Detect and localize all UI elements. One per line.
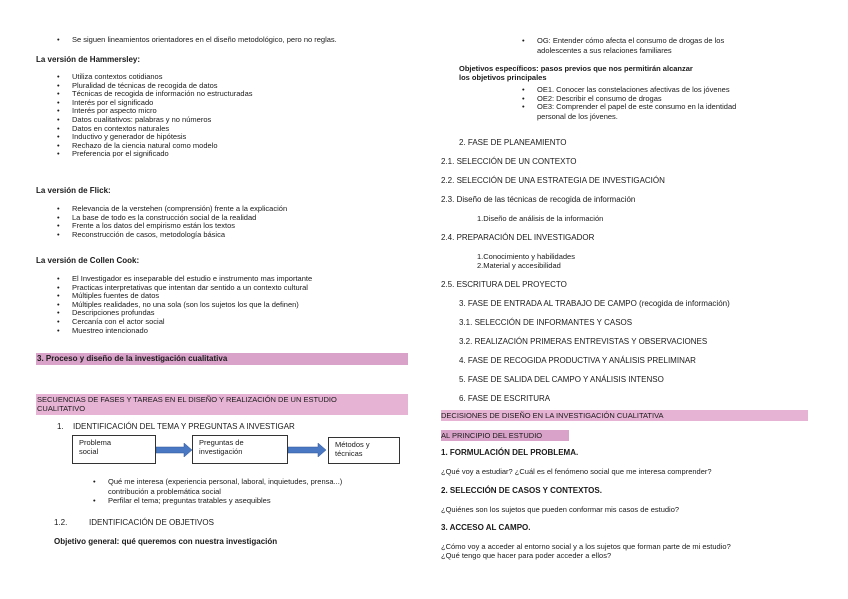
h31-heading: 3.1. SELECCIÓN DE INFORMANTES Y CASOS [459, 318, 633, 327]
item1-number: 1. [57, 422, 64, 431]
og-line2: adolescentes a sus relaciones familiares [537, 46, 672, 55]
list-item: • El Investigador es inseparable del estudio e instrumento mas importante [72, 275, 312, 284]
flow-arrow-2 [288, 443, 326, 457]
list-item: • Se siguen lineamientos orientadores en el diseño metodológico, pero no reglas. [72, 36, 337, 45]
list-item: • Muestreo intencionado [72, 327, 312, 336]
h24-sub2: 2.Material y accesibilidad [477, 261, 561, 270]
objetivo-general: Objetivo general: qué queremos con nuestra investigación [54, 537, 278, 546]
flow-box-problema-line2: social [79, 447, 99, 456]
flow-box-problema-line1: Problema [79, 438, 112, 447]
flow-box-metodos-line1: Métodos y [335, 440, 370, 449]
h3-heading: 3. FASE DE ENTRADA AL TRABAJO DE CAMPO (recogida de información) [459, 299, 730, 308]
cook-list [72, 275, 312, 335]
flow-box-problema [72, 435, 156, 464]
list-item: • Múltiples fuentes de datos [72, 292, 312, 301]
q3-text1: ¿Cómo voy a acceder al entorno social y a los sujetos que forman parte de mi estudio? [441, 542, 731, 551]
sub-bullet1-line2: contribución a problemática social [108, 487, 221, 496]
section3-bar-label: 3. Proceso y diseño de la investigación cualitativa [37, 354, 228, 363]
oe-title-line1: Objetivos específicos: pasos previos que nos permitirán alcanzar [459, 64, 693, 73]
decisiones-bar-label: DECISIONES DE DISEÑO EN LA INVESTIGACIÓN CUALITATIVA [441, 411, 664, 420]
cook-title: La versión de Collen Cook: [36, 256, 140, 265]
h21-heading: 2.1. SELECCIÓN DE UN CONTEXTO [441, 157, 577, 166]
list-item: • Reconstrucción de casos, metodología básica [72, 231, 287, 240]
list-item: • Pluralidad de técnicas de recogida de datos [72, 82, 253, 91]
section3-bar [36, 353, 408, 365]
flow-box-preguntas [192, 435, 288, 464]
hammersley-title: La versión de Hammersley: [36, 55, 141, 64]
q1-title: 1. FORMULACIÓN DEL PROBLEMA. [441, 448, 579, 457]
secuencias-bar-line2: CUALITATIVO [37, 404, 86, 413]
q1-text: ¿Qué voy a estudiar? ¿Cuál es el fenómeno social que me interesa comprender? [441, 467, 712, 476]
tema-sublist-2 [108, 497, 271, 506]
principio-bar [441, 430, 569, 441]
list-item: • OE1. Conocer las constelaciones afectivas de los jóvenes [537, 86, 736, 95]
h24-heading: 2.4. PREPARACIÓN DEL INVESTIGADOR [441, 233, 595, 242]
intro-list [72, 36, 337, 45]
list-item: • Rechazo de la ciencia natural como modelo [72, 142, 253, 151]
list-item: • Interés por el significado [72, 99, 253, 108]
flow-arrow-1 [156, 443, 192, 457]
list-item: • Múltiples realidades, no una sola (son los sujetos los que la definen) [72, 301, 312, 310]
flow-box-preguntas-line2: investigación [199, 447, 243, 456]
item1-title: IDENTIFICACIÓN DEL TEMA Y PREGUNTAS A INVESTIGAR [73, 422, 295, 431]
q2-text: ¿Quiénes son los sujetos que pueden conformar mis casos de estudio? [441, 505, 680, 514]
q3-title: 3. ACCESO AL CAMPO. [441, 523, 531, 532]
flick-title: La versión de Flick: [36, 186, 111, 195]
fase2-heading: 2. FASE DE PLANEAMIENTO [459, 138, 567, 147]
list-item: • Interés por aspecto micro [72, 107, 253, 116]
list-item: • Preferencia por el significado [72, 150, 253, 159]
list-item: • Perfilar el tema; preguntas tratables y asequibles [108, 497, 271, 506]
h4-heading: 4. FASE DE RECOGIDA PRODUCTIVA Y ANÁLISIS PRELIMINAR [459, 356, 696, 365]
h5-heading: 5. FASE DE SALIDA DEL CAMPO Y ANÁLISIS INTENSO [459, 375, 664, 384]
list-item: • OE2: Describir el consumo de drogas [537, 95, 736, 104]
og-list [537, 37, 724, 46]
h23-sub: 1.Diseño de análisis de la información [477, 214, 604, 223]
flick-list [72, 205, 287, 239]
h24-sub1: 1.Conocimiento y habilidades [477, 252, 575, 261]
secuencias-bar-line1: SECUENCIAS DE FASES Y TAREAS EN EL DISEÑO Y REALIZACIÓN DE UN ESTUDIO [37, 395, 337, 404]
list-item: • OE3: Comprender el papel de este consumo en la identidad [537, 103, 736, 112]
h32-heading: 3.2. REALIZACIÓN PRIMERAS ENTREVISTAS Y OBSERVACIONES [459, 337, 708, 346]
principio-bar-label: AL PRINCIPIO DEL ESTUDIO [441, 431, 543, 440]
q2-title: 2. SELECCIÓN DE CASOS Y CONTEXTOS. [441, 486, 602, 495]
hammersley-list [72, 73, 253, 159]
h25-heading: 2.5. ESCRITURA DEL PROYECTO [441, 280, 567, 289]
flow-box-metodos-line2: técnicas [335, 449, 363, 458]
q3-text2: ¿Qué tengo que hacer para poder acceder a ellos? [441, 551, 612, 560]
list-item: • Practicas interpretativas que intentan dar sentido a un contexto cultural [72, 284, 312, 293]
list-item: • OG: Entender cómo afecta el consumo de drogas de los [537, 37, 724, 46]
list-item: • Datos en contextos naturales [72, 125, 253, 134]
list-item: • Frente a los datos del empirismo están los textos [72, 222, 287, 231]
list-item: • Utiliza contextos cotidianos [72, 73, 253, 82]
list-item: • Técnicas de recogida de información no estructuradas [72, 90, 253, 99]
flow-box-preguntas-line1: Preguntas de [199, 438, 244, 447]
oe3-line2: personal de los jóvenes. [537, 112, 618, 121]
oe-title-line2: los objetivos principales [459, 73, 547, 82]
list-item: • La base de todo es la construcción social de la realidad [72, 214, 287, 223]
h23-heading: 2.3. Diseño de las técnicas de recogida de información [441, 195, 636, 204]
h6-heading: 6. FASE DE ESCRITURA [459, 394, 551, 403]
list-item: • Relevancia de la verstehen (comprensión) frente a la explicación [72, 205, 287, 214]
list-item: • Inductivo y generador de hipótesis [72, 133, 253, 142]
item12-number: 1.2. [54, 518, 68, 527]
decisiones-bar [441, 410, 808, 421]
secuencias-bar [36, 394, 408, 415]
tema-sublist [108, 478, 342, 487]
item12-title: IDENTIFICACIÓN DE OBJETIVOS [89, 518, 214, 527]
oe-list [537, 86, 736, 112]
flow-box-metodos [328, 437, 400, 464]
list-item: • Datos cualitativos: palabras y no números [72, 116, 253, 125]
h22-heading: 2.2. SELECCIÓN DE UNA ESTRATEGIA DE INVESTIGACIÓN [441, 176, 665, 185]
list-item: • Qué me interesa (experiencia personal, laboral, inquietudes, prensa...) [108, 478, 342, 487]
list-item: • Descripciones profundas [72, 309, 312, 318]
list-item: • Cercanía con el actor social [72, 318, 312, 327]
